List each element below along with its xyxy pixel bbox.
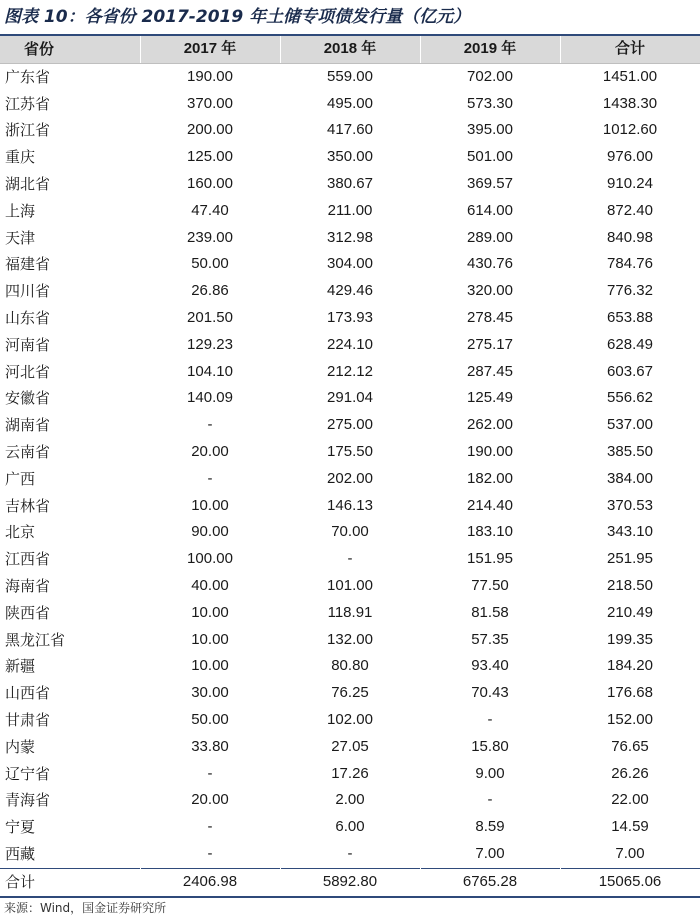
table-row [0, 546, 700, 573]
value-2019-cell: 15.80 [420, 734, 560, 761]
table-row [0, 653, 700, 680]
table-row [0, 198, 700, 225]
value-2018-cell: 118.91 [280, 600, 420, 627]
table-row [0, 332, 700, 359]
province-cell: 内蒙 [0, 734, 140, 761]
value-2017-cell: 20.00 [140, 787, 280, 814]
province-cell: 辽宁省 [0, 761, 140, 788]
value-2017-cell: 370.00 [140, 91, 280, 118]
value-2018-cell: 429.46 [280, 278, 420, 305]
value-2019-cell: - [420, 787, 560, 814]
province-cell: 宁夏 [0, 814, 140, 841]
value-2019-cell: 287.45 [420, 359, 560, 386]
province-cell: 河北省 [0, 359, 140, 386]
total-cell: 628.49 [560, 332, 700, 359]
province-cell: 湖北省 [0, 171, 140, 198]
table-row [0, 493, 700, 520]
value-2017-cell: 201.50 [140, 305, 280, 332]
table-row [0, 600, 700, 627]
table-row [0, 466, 700, 493]
province-cell: 福建省 [0, 251, 140, 278]
total-cell: 7.00 [560, 841, 700, 868]
value-2017-cell: 10.00 [140, 600, 280, 627]
value-2018-cell: 291.04 [280, 385, 420, 412]
value-2019-cell: 93.40 [420, 653, 560, 680]
province-cell: 重庆 [0, 144, 140, 171]
total-cell: 537.00 [560, 412, 700, 439]
province-cell: 天津 [0, 225, 140, 252]
value-2017-cell: 239.00 [140, 225, 280, 252]
total-cell: 199.35 [560, 627, 700, 654]
value-2019-cell: 262.00 [420, 412, 560, 439]
province-cell: 山东省 [0, 305, 140, 332]
bond-issuance-table [0, 36, 700, 898]
value-2019-cell: 320.00 [420, 278, 560, 305]
value-2018-cell: - [280, 546, 420, 573]
total-cell: 210.49 [560, 600, 700, 627]
value-2017-cell: 26.86 [140, 278, 280, 305]
value-2019-cell: 7.00 [420, 841, 560, 868]
value-2017-cell: 140.09 [140, 385, 280, 412]
table-row [0, 359, 700, 386]
total-cell: 22.00 [560, 787, 700, 814]
total-2019: 6765.28 [420, 868, 560, 896]
total-cell: 385.50 [560, 439, 700, 466]
value-2017-cell: 10.00 [140, 653, 280, 680]
value-2019-cell: 573.30 [420, 91, 560, 118]
value-2019-cell: 369.57 [420, 171, 560, 198]
value-2019-cell: 289.00 [420, 225, 560, 252]
total-cell: 1438.30 [560, 91, 700, 118]
province-cell: 上海 [0, 198, 140, 225]
value-2017-cell: - [140, 466, 280, 493]
value-2019-cell: - [420, 707, 560, 734]
value-2018-cell: 80.80 [280, 653, 420, 680]
table-row [0, 171, 700, 198]
total-cell: 556.62 [560, 385, 700, 412]
total-cell: 76.65 [560, 734, 700, 761]
total-cell: 976.00 [560, 144, 700, 171]
value-2017-cell: 160.00 [140, 171, 280, 198]
value-2017-cell: 20.00 [140, 439, 280, 466]
table-footer [0, 868, 700, 896]
total-cell: 872.40 [560, 198, 700, 225]
header-row [0, 36, 700, 63]
table-row [0, 91, 700, 118]
value-2019-cell: 125.49 [420, 385, 560, 412]
value-2018-cell: 380.67 [280, 171, 420, 198]
total-cell: 184.20 [560, 653, 700, 680]
value-2019-cell: 8.59 [420, 814, 560, 841]
total-cell: 176.68 [560, 680, 700, 707]
value-2018-cell: 202.00 [280, 466, 420, 493]
value-2018-cell: 559.00 [280, 63, 420, 90]
value-2017-cell: 125.00 [140, 144, 280, 171]
value-2017-cell: 10.00 [140, 627, 280, 654]
province-cell: 湖南省 [0, 412, 140, 439]
value-2017-cell: 30.00 [140, 680, 280, 707]
total-2017: 2406.98 [140, 868, 280, 896]
table-row [0, 707, 700, 734]
province-cell: 海南省 [0, 573, 140, 600]
province-cell: 新疆 [0, 653, 140, 680]
table-row [0, 787, 700, 814]
value-2018-cell: 101.00 [280, 573, 420, 600]
table-row [0, 305, 700, 332]
value-2017-cell: 100.00 [140, 546, 280, 573]
value-2018-cell: 173.93 [280, 305, 420, 332]
value-2019-cell: 182.00 [420, 466, 560, 493]
total-cell: 653.88 [560, 305, 700, 332]
header-total: 合计 [560, 36, 700, 63]
header-province: 省份 [0, 36, 140, 63]
province-cell: 广西 [0, 466, 140, 493]
total-sum: 15065.06 [560, 868, 700, 896]
value-2018-cell: 275.00 [280, 412, 420, 439]
total-cell: 343.10 [560, 519, 700, 546]
source-note: 来源：Wind，国金证券研究所 [4, 901, 167, 915]
value-2017-cell: - [140, 412, 280, 439]
table-row [0, 841, 700, 868]
value-2019-cell: 183.10 [420, 519, 560, 546]
value-2019-cell: 501.00 [420, 144, 560, 171]
table-row [0, 144, 700, 171]
value-2019-cell: 614.00 [420, 198, 560, 225]
table-body [0, 63, 700, 868]
total-cell: 776.32 [560, 278, 700, 305]
table-row [0, 627, 700, 654]
value-2017-cell: 129.23 [140, 332, 280, 359]
value-2018-cell: 2.00 [280, 787, 420, 814]
table-row [0, 439, 700, 466]
province-cell: 青海省 [0, 787, 140, 814]
province-cell: 陕西省 [0, 600, 140, 627]
value-2018-cell: 304.00 [280, 251, 420, 278]
province-cell: 江苏省 [0, 91, 140, 118]
total-cell: 784.76 [560, 251, 700, 278]
total-cell: 251.95 [560, 546, 700, 573]
value-2018-cell: 417.60 [280, 117, 420, 144]
value-2018-cell: 27.05 [280, 734, 420, 761]
total-cell: 840.98 [560, 225, 700, 252]
value-2019-cell: 395.00 [420, 117, 560, 144]
province-cell: 浙江省 [0, 117, 140, 144]
total-cell: 26.26 [560, 761, 700, 788]
value-2017-cell: 200.00 [140, 117, 280, 144]
province-cell: 黑龙江省 [0, 627, 140, 654]
table-row [0, 412, 700, 439]
total-2018: 5892.80 [280, 868, 420, 896]
table-row [0, 573, 700, 600]
value-2017-cell: - [140, 841, 280, 868]
total-cell: 910.24 [560, 171, 700, 198]
total-cell: 1451.00 [560, 63, 700, 90]
value-2018-cell: 132.00 [280, 627, 420, 654]
total-cell: 384.00 [560, 466, 700, 493]
table-row [0, 385, 700, 412]
table-row [0, 251, 700, 278]
province-cell: 山西省 [0, 680, 140, 707]
total-label: 合计 [0, 868, 140, 896]
value-2018-cell: 495.00 [280, 91, 420, 118]
value-2017-cell: 33.80 [140, 734, 280, 761]
value-2018-cell: 70.00 [280, 519, 420, 546]
province-cell: 甘肃省 [0, 707, 140, 734]
value-2017-cell: 190.00 [140, 63, 280, 90]
total-cell: 152.00 [560, 707, 700, 734]
value-2018-cell: 224.10 [280, 332, 420, 359]
total-cell: 14.59 [560, 814, 700, 841]
value-2018-cell: 312.98 [280, 225, 420, 252]
province-cell: 四川省 [0, 278, 140, 305]
value-2018-cell: 76.25 [280, 680, 420, 707]
header-2018: 2018 年 [280, 36, 420, 63]
total-cell: 1012.60 [560, 117, 700, 144]
value-2017-cell: 47.40 [140, 198, 280, 225]
province-cell: 北京 [0, 519, 140, 546]
province-cell: 西藏 [0, 841, 140, 868]
province-cell: 广东省 [0, 63, 140, 90]
value-2019-cell: 190.00 [420, 439, 560, 466]
value-2017-cell: - [140, 761, 280, 788]
value-2019-cell: 57.35 [420, 627, 560, 654]
value-2019-cell: 9.00 [420, 761, 560, 788]
province-cell: 安徽省 [0, 385, 140, 412]
value-2017-cell: 50.00 [140, 251, 280, 278]
table-row [0, 680, 700, 707]
value-2019-cell: 151.95 [420, 546, 560, 573]
value-2019-cell: 77.50 [420, 573, 560, 600]
table-row [0, 761, 700, 788]
table-row [0, 225, 700, 252]
value-2019-cell: 702.00 [420, 63, 560, 90]
value-2017-cell: 40.00 [140, 573, 280, 600]
total-cell: 603.67 [560, 359, 700, 386]
province-cell: 河南省 [0, 332, 140, 359]
table-row [0, 278, 700, 305]
value-2017-cell: 90.00 [140, 519, 280, 546]
value-2019-cell: 430.76 [420, 251, 560, 278]
header-2017: 2017 年 [140, 36, 280, 63]
value-2019-cell: 275.17 [420, 332, 560, 359]
value-2019-cell: 214.40 [420, 493, 560, 520]
province-cell: 云南省 [0, 439, 140, 466]
value-2017-cell: 10.00 [140, 493, 280, 520]
total-cell: 218.50 [560, 573, 700, 600]
value-2018-cell: 102.00 [280, 707, 420, 734]
value-2018-cell: 17.26 [280, 761, 420, 788]
value-2018-cell: 212.12 [280, 359, 420, 386]
value-2017-cell: 50.00 [140, 707, 280, 734]
figure-title: 图表 10：各省份 2017-2019 年土储专项债发行量（亿元） [0, 0, 700, 36]
value-2018-cell: 350.00 [280, 144, 420, 171]
table-row [0, 814, 700, 841]
value-2019-cell: 81.58 [420, 600, 560, 627]
table-row [0, 117, 700, 144]
header-2019: 2019 年 [420, 36, 560, 63]
value-2018-cell: 146.13 [280, 493, 420, 520]
value-2018-cell: 175.50 [280, 439, 420, 466]
province-cell: 吉林省 [0, 493, 140, 520]
province-cell: 江西省 [0, 546, 140, 573]
table-row [0, 734, 700, 761]
table-header [0, 36, 700, 63]
total-row [0, 868, 700, 896]
value-2018-cell: 211.00 [280, 198, 420, 225]
table-row [0, 519, 700, 546]
value-2018-cell: - [280, 841, 420, 868]
value-2019-cell: 278.45 [420, 305, 560, 332]
value-2019-cell: 70.43 [420, 680, 560, 707]
value-2017-cell: - [140, 814, 280, 841]
total-cell: 370.53 [560, 493, 700, 520]
table-row [0, 63, 700, 90]
value-2017-cell: 104.10 [140, 359, 280, 386]
value-2018-cell: 6.00 [280, 814, 420, 841]
